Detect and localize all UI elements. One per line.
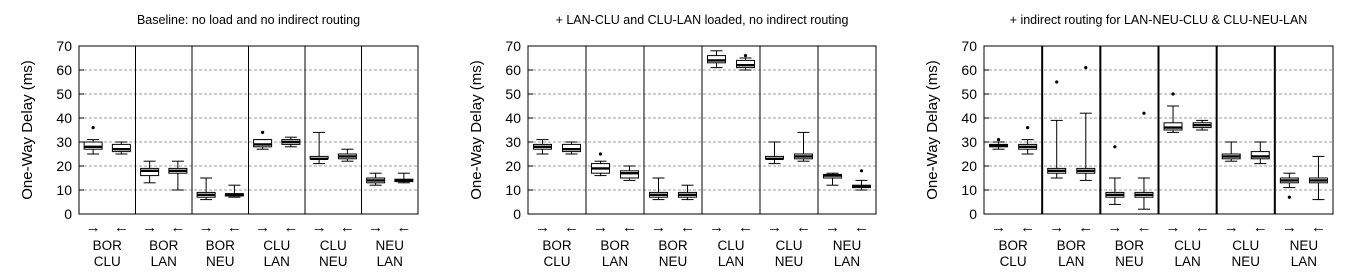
- category-label-top: BOR: [92, 238, 122, 253]
- category-label-bottom: NEU: [1115, 254, 1144, 269]
- y-tick-label: 30: [961, 134, 977, 150]
- direction-arrow: ←: [622, 219, 637, 236]
- direction-arrow: →: [1281, 219, 1297, 236]
- y-tick-label: 40: [56, 110, 72, 126]
- y-tick-label: 0: [64, 206, 72, 222]
- box-bor-neu-reverse: [225, 185, 243, 197]
- box-clu-neu-forward: [1222, 142, 1240, 161]
- box-clu-lan-forward: [254, 131, 272, 149]
- box-bor-neu-forward: [1106, 145, 1124, 204]
- direction-arrow: ←: [564, 219, 579, 236]
- y-tick-label: 60: [505, 62, 521, 78]
- category-label-top: NEU: [832, 238, 862, 253]
- y-tick-label: 30: [505, 134, 521, 150]
- outlier-point: [261, 131, 264, 134]
- box-neu-lan-reverse: [395, 173, 413, 183]
- y-tick-label: 60: [961, 62, 977, 78]
- direction-arrow: →: [198, 219, 214, 236]
- box-neu-lan-forward: [1280, 173, 1298, 199]
- box-bor-clu-reverse: [112, 142, 130, 154]
- category-label-top: BOR: [1056, 238, 1086, 253]
- category-label-top: CLU: [1232, 238, 1260, 253]
- category-label-bottom: CLU: [999, 254, 1027, 269]
- direction-arrow: →: [651, 219, 666, 236]
- box-bor-clu-reverse: [563, 142, 581, 154]
- box-bor-clu-reverse: [1019, 126, 1037, 154]
- y-axis-label: One-Way Delay (ms): [468, 60, 485, 200]
- box-bor-neu-reverse: [1135, 112, 1153, 210]
- category-label-top: CLU: [717, 238, 745, 253]
- category-label-bottom: LAN: [150, 254, 177, 269]
- box-bor-lan-forward: [1048, 80, 1066, 178]
- direction-arrow: ←: [1136, 219, 1152, 236]
- direction-arrow: →: [535, 219, 550, 236]
- category-label-top: NEU: [1289, 238, 1319, 253]
- direction-arrow: →: [1223, 219, 1239, 236]
- y-axis-label: One-Way Delay (ms): [924, 60, 941, 200]
- direction-arrow: →: [825, 219, 840, 236]
- y-tick-label: 20: [505, 158, 521, 174]
- category-label-bottom: LAN: [833, 254, 861, 269]
- direction-arrow: →: [368, 219, 384, 236]
- outlier-point: [1171, 92, 1174, 95]
- category-label-bottom: NEU: [1231, 254, 1261, 269]
- category-label-bottom: NEU: [205, 254, 235, 269]
- y-axis-label: One-Way Delay (ms): [19, 60, 36, 200]
- direction-arrow: →: [311, 219, 327, 236]
- y-tick-label: 30: [56, 134, 72, 150]
- direction-arrow: →: [142, 219, 158, 236]
- box-clu-lan-reverse: [282, 137, 300, 147]
- chart-panel-1: [19, 13, 418, 269]
- category-label-bottom: NEU: [774, 254, 804, 269]
- chart-panel-3: [924, 13, 1333, 269]
- direction-arrow: →: [85, 219, 101, 236]
- category-label-bottom: CLU: [543, 254, 571, 269]
- y-tick-label: 70: [505, 38, 521, 54]
- category-label-bottom: LAN: [717, 254, 745, 269]
- direction-arrow: →: [1049, 219, 1065, 236]
- box-bor-lan-reverse: [1077, 66, 1095, 180]
- chart-panel-2: [468, 13, 876, 269]
- direction-arrow: →: [709, 219, 724, 236]
- box-neu-lan-forward: [824, 173, 842, 185]
- box-neu-lan-reverse: [853, 169, 871, 190]
- y-tick-label: 10: [56, 182, 72, 198]
- direction-arrow: →: [255, 219, 271, 236]
- category-label-top: CLU: [1174, 238, 1202, 253]
- y-tick-label: 10: [505, 182, 521, 198]
- direction-arrow: ←: [1078, 219, 1094, 236]
- outlier-point: [1142, 112, 1145, 115]
- chart-title: + LAN-CLU and CLU-LAN loaded, no indirect routing: [555, 13, 849, 27]
- direction-arrow: →: [767, 219, 782, 236]
- box-clu-neu-reverse: [338, 149, 356, 161]
- direction-arrow: ←: [680, 219, 695, 236]
- direction-arrow: ←: [1252, 219, 1268, 236]
- y-tick-label: 20: [56, 158, 72, 174]
- outlier-point: [92, 126, 95, 129]
- direction-arrow: →: [593, 219, 608, 236]
- box-neu-lan-forward: [367, 173, 385, 185]
- box-bor-neu-forward: [197, 178, 215, 200]
- category-label-bottom: CLU: [93, 254, 121, 269]
- box-clu-lan-forward: [1164, 92, 1182, 132]
- y-tick-label: 0: [969, 206, 977, 222]
- direction-arrow: ←: [1310, 219, 1326, 236]
- direction-arrow: ←: [170, 219, 186, 236]
- chart-title: Baseline: no load and no indirect routing: [136, 13, 361, 27]
- box-bor-clu-forward: [990, 138, 1008, 149]
- direction-arrow: ←: [283, 219, 299, 236]
- y-tick-label: 60: [56, 62, 72, 78]
- direction-arrow: ←: [226, 219, 242, 236]
- y-tick-label: 70: [961, 38, 977, 54]
- category-label-bottom: LAN: [601, 254, 629, 269]
- direction-arrow: →: [991, 219, 1007, 236]
- y-tick-label: 40: [961, 110, 977, 126]
- outlier-point: [1055, 80, 1058, 83]
- box-clu-lan-reverse: [737, 54, 755, 70]
- box-clu-lan-reverse: [1193, 120, 1211, 130]
- box-bor-lan-reverse: [169, 161, 187, 190]
- category-label-top: BOR: [658, 238, 688, 253]
- category-label-top: CLU: [775, 238, 803, 253]
- y-tick-label: 50: [505, 86, 521, 102]
- box-bor-neu-forward: [650, 178, 668, 200]
- category-label-bottom: NEU: [658, 254, 688, 269]
- box-bor-neu-reverse: [679, 185, 697, 199]
- outlier-point: [1084, 66, 1087, 69]
- category-label-bottom: LAN: [1290, 254, 1318, 269]
- category-label-bottom: LAN: [376, 254, 403, 269]
- box-bor-clu-forward: [84, 126, 102, 154]
- chart-title: + indirect routing for LAN-NEU-CLU & CLU-NEU-LAN: [1009, 13, 1308, 27]
- category-label-bottom: LAN: [1058, 254, 1085, 269]
- box-bor-lan-reverse: [621, 166, 639, 180]
- box-neu-lan-reverse: [1309, 156, 1327, 199]
- category-label-top: BOR: [1114, 238, 1145, 253]
- outlier-point: [1288, 196, 1291, 199]
- box-clu-neu-forward: [310, 132, 328, 163]
- category-label-top: BOR: [205, 238, 235, 253]
- category-label-top: CLU: [263, 238, 291, 253]
- outlier-point: [860, 169, 863, 172]
- direction-arrow: ←: [1194, 219, 1210, 236]
- outlier-point: [744, 54, 747, 57]
- direction-arrow: ←: [1020, 219, 1036, 236]
- box-clu-neu-forward: [766, 142, 784, 164]
- direction-arrow: ←: [396, 219, 412, 236]
- category-label-top: BOR: [600, 238, 630, 253]
- box-bor-lan-forward: [592, 152, 610, 175]
- category-label-top: BOR: [542, 238, 572, 253]
- outlier-point: [1113, 145, 1116, 148]
- direction-arrow: →: [1165, 219, 1181, 236]
- category-label-bottom: NEU: [318, 254, 348, 269]
- outlier-point: [1026, 126, 1029, 129]
- y-tick-label: 0: [513, 206, 521, 222]
- y-tick-label: 50: [56, 86, 72, 102]
- outlier-point: [997, 138, 1000, 141]
- box-bor-lan-forward: [141, 161, 159, 183]
- outlier-point: [599, 152, 602, 155]
- category-label-bottom: LAN: [1174, 254, 1201, 269]
- box-clu-neu-reverse: [1251, 142, 1269, 164]
- direction-arrow: ←: [854, 219, 869, 236]
- direction-arrow: ←: [339, 219, 355, 236]
- box-clu-neu-reverse: [795, 132, 813, 161]
- y-tick-label: 40: [505, 110, 521, 126]
- category-label-top: NEU: [375, 238, 405, 253]
- y-tick-label: 50: [961, 86, 977, 102]
- y-tick-label: 10: [961, 182, 977, 198]
- box-clu-lan-forward: [708, 51, 726, 68]
- direction-arrow: ←: [113, 219, 129, 236]
- box-iqr: [708, 56, 726, 63]
- category-label-top: BOR: [998, 238, 1028, 253]
- y-tick-label: 20: [961, 158, 977, 174]
- y-tick-label: 70: [56, 38, 72, 54]
- category-label-top: BOR: [149, 238, 179, 253]
- category-label-bottom: LAN: [263, 254, 290, 269]
- direction-arrow: →: [1107, 219, 1123, 236]
- category-label-top: CLU: [319, 238, 347, 253]
- direction-arrow: ←: [796, 219, 811, 236]
- direction-arrow: ←: [738, 219, 753, 236]
